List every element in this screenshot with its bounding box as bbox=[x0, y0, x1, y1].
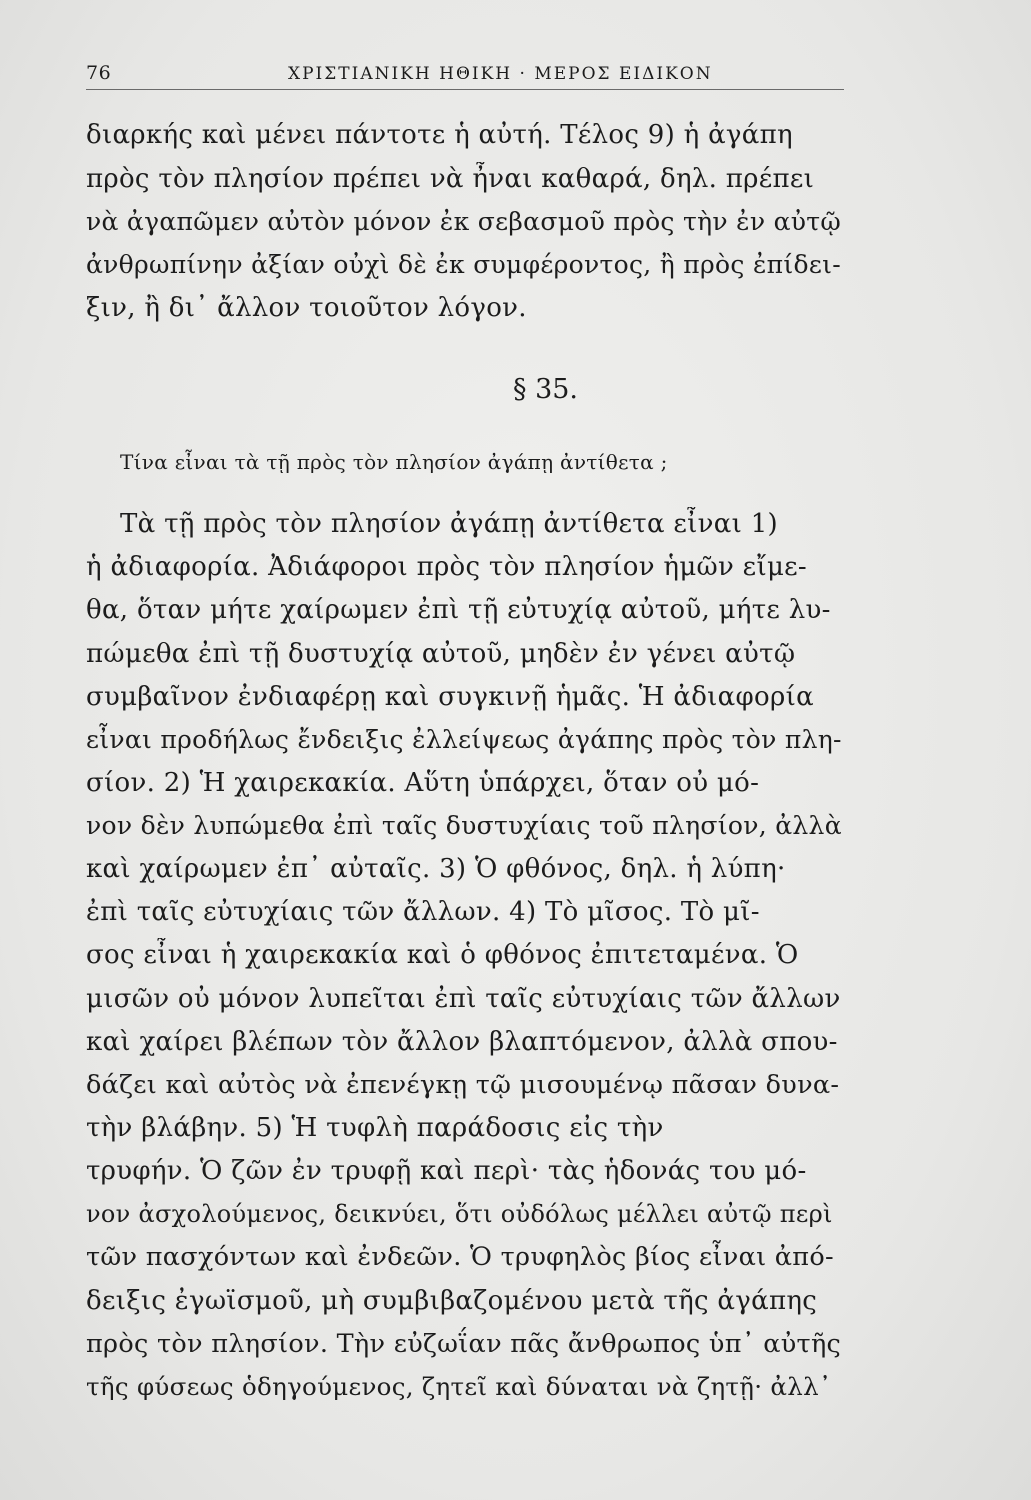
text-line: δειξις ἐγωϊσμοῦ, μὴ συμβιβαζομένου μετὰ τῆς ἀγάπης bbox=[86, 1286, 818, 1316]
text-line: πρὸς τὸν πλησίον πρέπει νὰ ἦναι καθαρά, δηλ. πρέπει bbox=[86, 164, 815, 194]
header-rule bbox=[86, 89, 844, 90]
text-line: ἡ ἀδιαφορία. Ἀδιάφοροι πρὸς τὸν πλησίον ἡμῶν εἴμε- bbox=[86, 552, 807, 582]
text-line: ἐπὶ ταῖς εὐτυχίαις τῶν ἄλλων. 4) Τὸ μῖσος. Τὸ μῖ- bbox=[86, 897, 760, 927]
text-line: νον δὲν λυπώμεθα ἐπὶ ταῖς δυστυχίαις τοῦ πλησίον, ἀλλὰ bbox=[86, 811, 842, 840]
text-line: θα, ὅταν μήτε χαίρωμεν ἐπὶ τῇ εὐτυχίᾳ αὐτοῦ, μήτε λυ- bbox=[86, 595, 831, 625]
page-number: 76 bbox=[86, 62, 112, 84]
text-line: σος εἶναι ἡ χαιρεκακία καὶ ὁ φθόνος ἐπιτεταμένα. Ὁ bbox=[86, 940, 799, 970]
text-line: ξιν, ἢ δι᾽ ἄλλον τοιοῦτον λόγον. bbox=[86, 293, 527, 323]
text-line: καὶ χαίρει βλέπων τὸν ἄλλον βλαπτόμενον, ἀλλὰ σπου- bbox=[86, 1027, 838, 1057]
question-heading: Τίνα εἶναι τὰ τῇ πρὸς τὸν πλησίον ἀγάπῃ ἀντίθετα ; bbox=[120, 450, 668, 474]
running-title: ΧΡΙΣΤΙΑΝΙΚΗ ΗΘΙΚΗ · ΜΕΡΟΣ ΕΙΔΙΚΟΝ bbox=[288, 64, 713, 84]
text-line: ἀνθρωπίνην ἀξίαν οὐχὶ δὲ ἐκ συμφέροντος, ἢ πρὸς ἐπίδει- bbox=[86, 250, 841, 279]
text-line: νον ἀσχολούμενος, δεικνύει, ὅτι οὐδόλως μέλλει αὐτῷ περὶ bbox=[86, 1200, 833, 1228]
text-line: τῶν πασχόντων καὶ ἐνδεῶν. Ὁ τρυφηλὸς βίος εἶναι ἀπό- bbox=[86, 1242, 834, 1272]
text-line: πώμεθα ἐπὶ τῇ δυστυχίᾳ αὐτοῦ, μηδὲν ἐν γένει αὐτῷ bbox=[86, 639, 796, 669]
text-line: διαρκής καὶ μένει πάντοτε ἡ αὐτή. Τέλος 9) ἡ ἀγάπη bbox=[86, 120, 793, 150]
text-line: καὶ χαίρωμεν ἐπ᾽ αὐταῖς. 3) Ὁ φθόνος, δηλ. ἡ λύπη· bbox=[86, 854, 786, 884]
page-header bbox=[86, 62, 842, 92]
text-line: μισῶν οὐ μόνον λυπεῖται ἐπὶ ταῖς εὐτυχίαις τῶν ἄλλων bbox=[86, 984, 841, 1014]
text-line: συμβαῖνον ἐνδιαφέρῃ καὶ συγκινῇ ἡμᾶς. Ἡ ἀδιαφορία bbox=[86, 682, 814, 712]
text-line: τὴν βλάβην. 5) Ἡ τυφλὴ παράδοσις εἰς τὴν bbox=[86, 1113, 664, 1143]
text-line: σίον. 2) Ἡ χαιρεκακία. Αὕτη ὑπάρχει, ὅταν οὐ μό- bbox=[86, 768, 760, 798]
text-line: τρυφήν. Ὁ ζῶν ἐν τρυφῇ καὶ περὶ· τὰς ἡδονάς του μό- bbox=[86, 1156, 807, 1186]
section-heading: § 35. bbox=[512, 374, 579, 405]
text-line: νὰ ἀγαπῶμεν αὐτὸν μόνον ἐκ σεβασμοῦ πρὸς τὴν ἐν αὐτῷ bbox=[86, 207, 842, 236]
text-line: πρὸς τὸν πλησίον. Τὴν εὐζωΐαν πᾶς ἄνθρωπος ὑπ᾽ αὐτῆς bbox=[86, 1329, 842, 1359]
text-line: τῆς φύσεως ὁδηγούμενος, ζητεῖ καὶ δύναται νὰ ζητῇ· ἀλλ᾽ bbox=[86, 1372, 832, 1401]
text-line: δάζει καὶ αὐτὸς νὰ ἐπενέγκῃ τῷ μισουμένῳ πᾶσαν δυνα- bbox=[86, 1070, 840, 1100]
text-line: Τὰ τῇ πρὸς τὸν πλησίον ἀγάπῃ ἀντίθετα εἶναι 1) bbox=[120, 509, 778, 539]
text-line: εἶναι προδήλως ἔνδειξις ἐλλείψεως ἀγάπης πρὸς τὸν πλη- bbox=[86, 725, 842, 754]
